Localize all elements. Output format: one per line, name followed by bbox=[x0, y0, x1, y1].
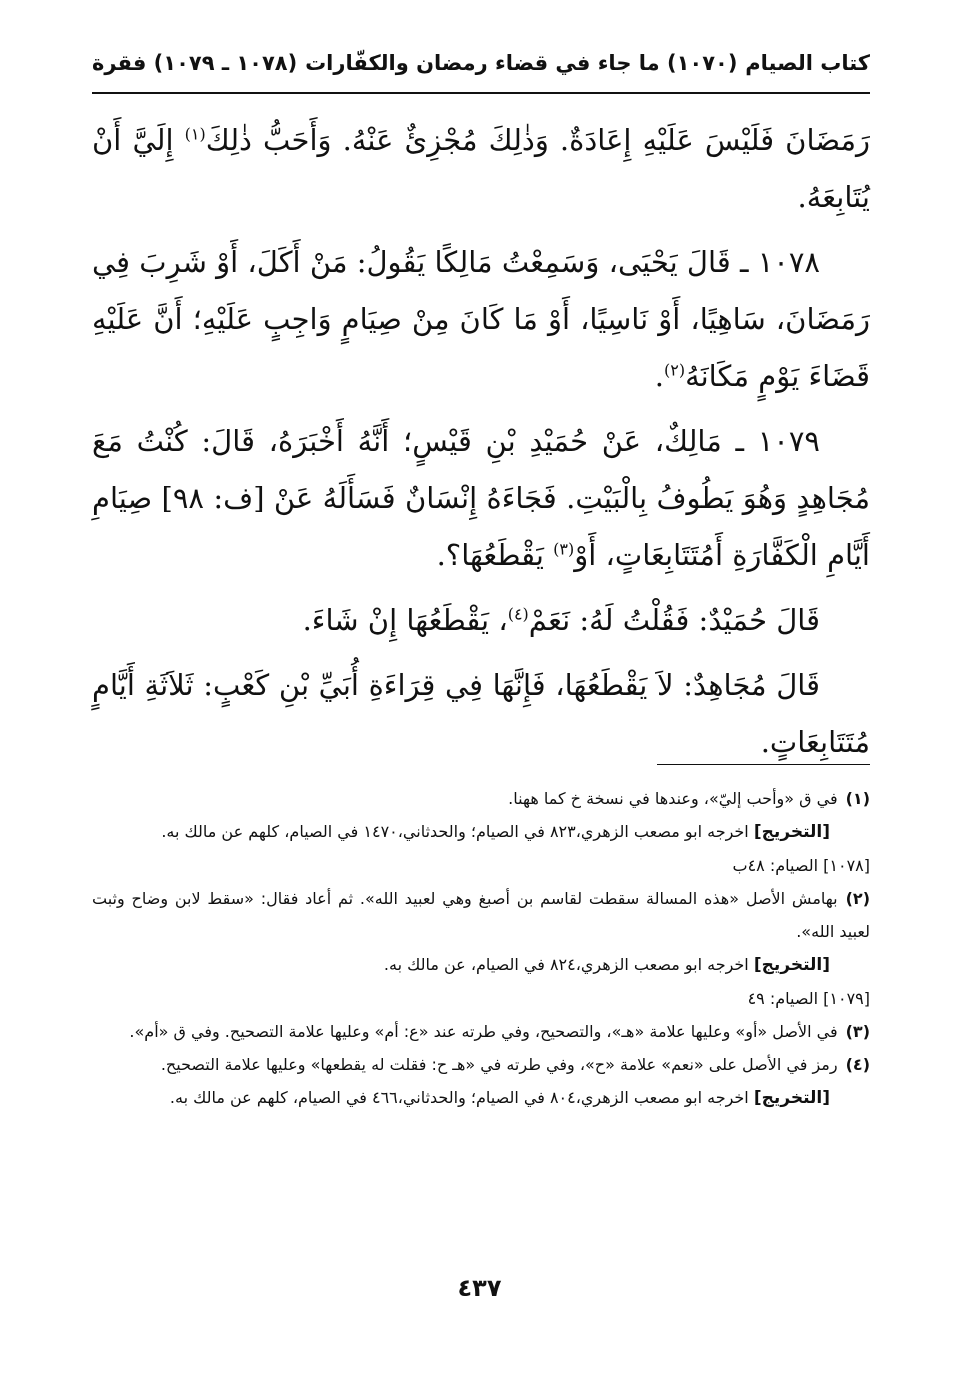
paragraph-text: ، يَقْطَعُهَا إِنْ شَاءَ. bbox=[302, 603, 508, 637]
footnote-1-takhrij bbox=[92, 815, 870, 849]
header-chapter-title: (١٠٧٠) ما جاء في قضاء رمضان والكفّارات bbox=[305, 51, 738, 75]
header-book-title: كتاب الصيام bbox=[745, 51, 870, 75]
footnotes-section bbox=[92, 782, 870, 1115]
paragraph-text: يَقْطَعُهَا؟. bbox=[436, 538, 554, 572]
page-number: ٤٣٧ bbox=[457, 1274, 502, 1302]
footnote-marker: (١) bbox=[184, 124, 206, 144]
takhrij-text: اخرجه ابو مصعب الزهري،٨٢٤ في الصيام، عن مالك به. bbox=[383, 955, 754, 974]
footnote-number: (٢) bbox=[845, 889, 870, 908]
paragraph-1078 bbox=[92, 234, 870, 405]
footnote-2 bbox=[92, 882, 870, 948]
paragraph-text: رَمَضَانَ فَلَيْسَ عَلَيْهِ إِعَادَةٌ. وَذٰلِكَ مُجْزِئٌ عَنْهُ. وَأَحَبُّ ذٰلِكَ bbox=[205, 123, 871, 157]
reference-1079: [١٠٧٩] الصيام: ٤٩ bbox=[747, 989, 870, 1008]
footnote-1 bbox=[92, 782, 870, 815]
footnote-text: رمز في الأصل على «نعم» علامة «ح»، وفي طرته في «هـ ح: فقلت له يقطعها» وعليها علامة التصحيح. bbox=[160, 1055, 838, 1074]
footnote-4-takhrij bbox=[92, 1081, 870, 1115]
header-divider bbox=[92, 92, 870, 94]
footnote-number: (١) bbox=[845, 789, 870, 808]
takhrij-label: [التخريج] bbox=[753, 822, 830, 842]
footnote-3 bbox=[92, 1015, 870, 1048]
takhrij-label: [التخريج] bbox=[753, 1088, 830, 1108]
takhrij-label: [التخريج] bbox=[753, 955, 830, 975]
paragraph-text: إِلَيَّ أَنْ يُتَابِعَهُ. bbox=[92, 123, 870, 214]
paragraph-text: ١٠٧٨ ـ قَالَ يَحْيَى، وَسَمِعْتُ مَالِكًا يَقُولُ: مَنْ أَكَلَ، أَوْ شَرِبَ فِي رَمَضَانَ، سَاهِيًا، أَوْ نَاسِيًا، أَوْ مَا كَانَ مِنْ صِيَامٍ وَاجِبٍ عَلَيْهِ؛ أَنَّ عَلَيْهِ قَضَاءَ يَوْمٍ مَكَانَهُ bbox=[92, 245, 870, 393]
takhrij-text: اخرجه ابو مصعب الزهري،٨٢٣ في الصيام؛ والحدثاني،١٤٧٠ في الصيام، كلهم عن مالك به. bbox=[161, 822, 754, 841]
footnote-text: في ق «وأحب إليّ»، وعندها في نسخة خ كما ههنا. bbox=[508, 789, 838, 808]
main-text bbox=[92, 112, 870, 779]
paragraph-text: قَالَ حُمَيْدٌ: فَقُلْتُ لَهُ: نَعَمْ bbox=[528, 603, 820, 637]
running-header bbox=[92, 38, 870, 88]
footnote-text: بهامش الأصل «هذه المسالة سقطت لقاسم بن أصبغ وهي لعبيد الله». ثم أعاد فقال: «سقط لابن وضاح وثبت لعبيد الله». bbox=[92, 889, 870, 941]
footnote-4 bbox=[92, 1048, 870, 1081]
reference-1078: [١٠٧٨] الصيام: ٤٨ب bbox=[732, 856, 870, 875]
header-paragraph-range: (١٠٧٨ ـ ١٠٧٩) فقرة bbox=[92, 51, 298, 75]
paragraph-text: ١٠٧٩ ـ مَالِكٌ، عَنْ حُمَيْدِ بْنِ قَيْسٍ؛ أَنَّهُ أَخْبَرَهُ، قَالَ: كُنْتُ مَعَ مُجَاهِدٍ وَهُوَ يَطُوفُ بِالْبَيْتِ. فَجَاءَهُ إِنْسَانٌ فَسَأَلَهُ عَنْ [ف: ٩٨] صِيَامِ أَيَّامِ الْكَفَّارَةِ أَمُتَتَابِعَاتٍ، أَوْ bbox=[92, 424, 870, 572]
footnote-divider bbox=[657, 764, 870, 765]
footnote-number: (٤) bbox=[845, 1055, 870, 1074]
paragraph-mujahid: قَالَ مُجَاهِدٌ: لاَ يَقْطَعُهَا، فَإِنَّهَا فِي قِرَاءَةِ أُبَيِّ بْنِ كَعْبٍ: ثَلاَثَةِ أَيَّامٍ مُتَتَابِعَاتٍ. bbox=[92, 668, 870, 759]
footnote-marker: (٤) bbox=[507, 604, 529, 624]
paragraph-humaid bbox=[92, 592, 870, 649]
footnote-text: في الأصل «أو» وعليها علامة «هـ»، والتصحيح، وفي طرته عند «ع: أم» وعليها علامة التصحيح. وفي ق «أم». bbox=[129, 1022, 838, 1041]
footnote-marker: (٣) bbox=[553, 539, 575, 559]
takhrij-text: اخرجه ابو مصعب الزهري،٨٠٤ في الصيام؛ والحدثاني،٤٦٦ في الصيام، كلهم عن مالك به. bbox=[169, 1088, 754, 1107]
paragraph-continuation bbox=[92, 112, 870, 226]
footnote-2-takhrij bbox=[92, 948, 870, 982]
footnote-marker: (٢) bbox=[663, 360, 686, 380]
paragraph-1079 bbox=[92, 413, 870, 584]
footnote-number: (٣) bbox=[845, 1022, 870, 1041]
paragraph-text: . bbox=[654, 359, 664, 393]
